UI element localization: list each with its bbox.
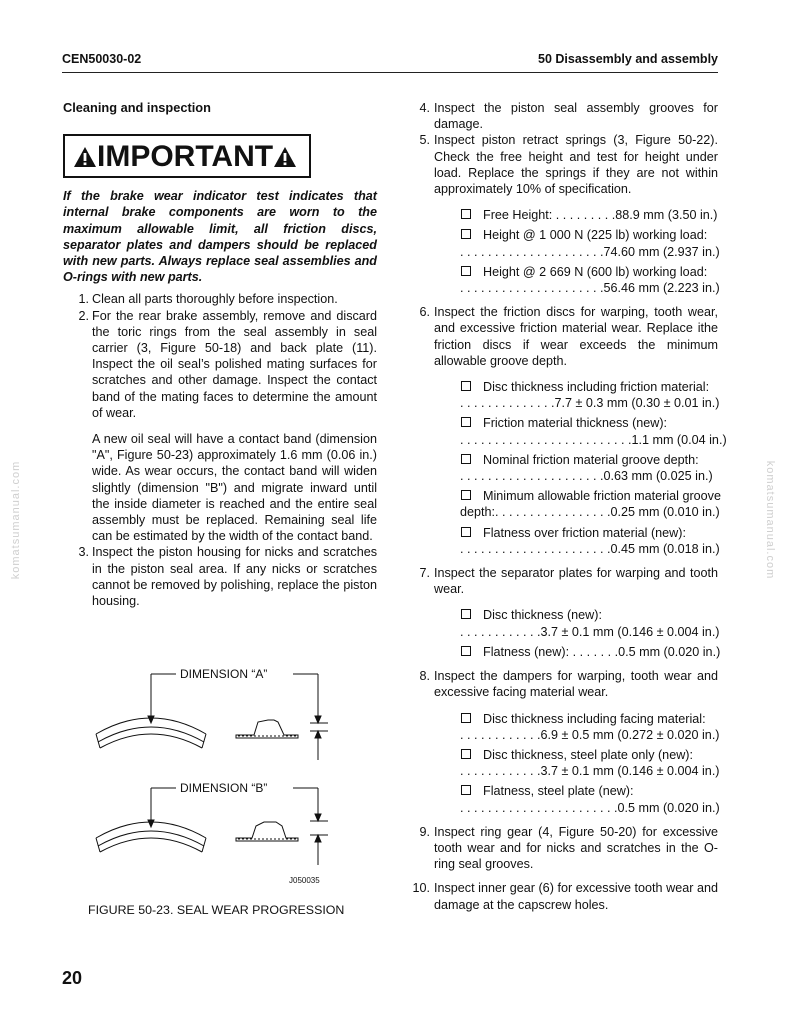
list-item xyxy=(412,824,718,873)
spec-label: Minimum allowable friction material groove xyxy=(483,489,721,504)
list-item xyxy=(63,291,377,307)
checkbox-icon xyxy=(461,785,471,795)
spec-item xyxy=(434,207,718,223)
important-label: IMPORTANT xyxy=(97,140,274,174)
figure-code: J050035 xyxy=(289,876,320,885)
checkbox-icon xyxy=(461,266,471,276)
spec-list xyxy=(434,607,721,660)
warning-text: If the brake wear indicator test indicates that internal brake components are worn to the maximum allowable limit, all friction discs, separator plates and dampers should be replaced with new parts. Always replace seal assemblies and O-rings with new parts. xyxy=(63,189,377,285)
item-text: Inspect ring gear (4, Figure 50-20) for excessive tooth wear and for nicks and scratches in the O-ring seal grooves. xyxy=(434,824,718,872)
spec-list xyxy=(434,207,718,296)
item-text: Inspect the piston housing for nicks and scratches in the piston seal area. If any nicks or scratches cannot be removed by polishing, replace the piston housing. xyxy=(92,545,377,609)
spec-label: Disc thickness (new): xyxy=(483,608,602,623)
section-heading: 50 Disassembly and assembly xyxy=(538,52,718,66)
spec-value: . . . . . . . . . . . . . . . . . . . . . . .0.5 mm (0.020 in.) xyxy=(460,800,720,815)
spec-item xyxy=(434,644,721,660)
checkbox-icon xyxy=(461,527,471,537)
spec-value: . . . . . . . . . . . .6.9 ± 0.5 mm (0.272 ± 0.020 in.) xyxy=(460,727,720,742)
list-item xyxy=(412,100,718,132)
item-text: Inspect piston retract springs (3, Figure 50-22). Check the free height and test for height under load. Replace the springs if they are not within approximately 10% of specification. xyxy=(434,133,718,197)
spec-item xyxy=(434,607,718,639)
dimension-a-label: DIMENSION “A” xyxy=(180,667,268,681)
spec-label: Flatness over friction material (new): xyxy=(483,525,686,540)
checkbox-icon xyxy=(461,417,471,427)
item-text: Clean all parts thoroughly before inspection. xyxy=(92,292,338,307)
important-banner xyxy=(63,134,311,178)
spec-label: Disc thickness including friction material: xyxy=(483,380,710,395)
spec-item xyxy=(434,525,718,557)
spec-label: Friction material thickness (new): xyxy=(483,416,668,431)
spec-item xyxy=(434,488,721,520)
figure-caption: FIGURE 50-23. SEAL WEAR PROGRESSION xyxy=(88,903,345,917)
spec-value: . . . . . . . . . . . . . . . . . . . . .0.63 mm (0.025 in.) xyxy=(460,469,713,484)
spec-value: depth:. . . . . . . . . . . . . . . . .0.25 mm (0.010 in.) xyxy=(460,505,720,520)
item-text: Inspect the friction discs for warping, tooth wear, and excessive friction material wear. Replace ithe friction discs if wear exceeds the minimum allowable groove depth. xyxy=(434,305,718,368)
item-number: 8. xyxy=(419,669,430,684)
left-column xyxy=(63,100,377,609)
checkbox-icon xyxy=(461,229,471,239)
spec-item xyxy=(434,227,718,259)
item-number: 10. xyxy=(412,881,430,896)
list-item xyxy=(412,668,718,816)
seal-paragraph: A new oil seal will have a contact band (dimension "A", Figure 50-23) approximately 1.6 mm (0.06 in.) wide. As wear occurs, the contact band will widen slightly (dimension "B") and migrate inward until the inside diameter is reached and the entire seal assembly must be replaced. Remaining seal life can be estimated by the width of the contact band. xyxy=(92,432,377,544)
spec-value: . . . . . . . . . . . .3.7 ± 0.1 mm (0.146 ± 0.004 in.) xyxy=(460,624,720,639)
list-item xyxy=(63,308,377,421)
spec-value: . . . . . . . . . . . .3.7 ± 0.1 mm (0.146 ± 0.004 in.) xyxy=(460,764,720,779)
spec-item xyxy=(434,783,718,815)
item-number: 4. xyxy=(419,101,430,115)
header-rule xyxy=(62,72,718,73)
spec-value: . . . . . . . . . . . . . . . . . . . . .74.60 mm (2.937 in.) xyxy=(460,244,720,259)
item-text: For the rear brake assembly, remove and discard the toric rings from the seal assembly in seal carrier (3, Figure 50-18) and back plate (11). Inspect the oil seal’s polished mating surfaces for scratches and other damage. Inspect the contact band of the mating faces to determine the amount of wear. xyxy=(92,308,377,420)
item-text: Inspect the dampers for warping, tooth wear and excessive facing material wear. xyxy=(434,669,718,700)
spec-item xyxy=(434,747,718,779)
warning-triangle-icon xyxy=(273,146,297,168)
item-number: 9. xyxy=(419,824,430,839)
checkbox-icon xyxy=(461,749,471,759)
list-item xyxy=(412,304,727,557)
spec-label: Height @ 1 000 N (225 lb) working load: xyxy=(483,228,708,243)
checkbox-icon xyxy=(461,454,471,464)
doc-code: CEN50030-02 xyxy=(62,52,142,66)
watermark-left: komatsumanual.com xyxy=(10,460,22,580)
checkbox-icon xyxy=(461,646,471,656)
spec-list xyxy=(434,711,718,816)
item-number: 7. xyxy=(419,566,430,581)
spec-label: Disc thickness, steel plate only (new): xyxy=(483,747,693,762)
checkbox-icon xyxy=(461,609,471,619)
checkbox-icon xyxy=(461,381,471,391)
list-item xyxy=(63,544,377,609)
item-text: Inspect inner gear (6) for excessive tooth wear and damage at the capscrew holes. xyxy=(434,881,718,912)
warning-triangle-icon xyxy=(73,146,97,168)
seal-wear-figure xyxy=(88,660,388,900)
list-item xyxy=(412,880,718,912)
item-number: 1. xyxy=(78,292,89,307)
spec-label: Height @ 2 669 N (600 lb) working load: xyxy=(483,264,708,279)
item-number: 5. xyxy=(419,133,430,148)
spec-item xyxy=(434,452,718,484)
spec-label: Flatness, steel plate (new): xyxy=(483,784,634,799)
spec-label: Free Height: . . . . . . . . .88.9 mm (3.50 in.) xyxy=(483,208,718,223)
dimension-b-label: DIMENSION “B” xyxy=(180,781,268,795)
item-text: Inspect the piston seal assembly grooves for damage. xyxy=(434,101,718,132)
checkbox-icon xyxy=(461,713,471,723)
list-item xyxy=(412,565,721,660)
spec-label: Flatness (new): . . . . . . .0.5 mm (0.020 in.) xyxy=(483,644,721,659)
watermark-right: komatsumanual.com xyxy=(764,460,776,580)
page-number: 20 xyxy=(62,968,83,988)
spec-value: . . . . . . . . . . . . . . . . . . . . . .0.45 mm (0.018 in.) xyxy=(460,541,720,556)
right-column xyxy=(412,100,727,913)
spec-value: . . . . . . . . . . . . . .7.7 ± 0.3 mm (0.30 ± 0.01 in.) xyxy=(460,396,720,411)
spec-list xyxy=(434,379,727,557)
spec-item xyxy=(434,264,718,296)
item-number: 2. xyxy=(78,308,89,323)
spec-value: . . . . . . . . . . . . . . . . . . . . . . . . .1.1 mm (0.04 in.) xyxy=(460,432,727,447)
spec-label: Nominal friction material groove depth: xyxy=(483,452,699,467)
item-number: 3. xyxy=(78,545,89,560)
spec-item xyxy=(434,415,727,447)
spec-value: . . . . . . . . . . . . . . . . . . . . .56.46 mm (2.223 in.) xyxy=(460,281,720,296)
checkbox-icon xyxy=(461,490,471,500)
checkbox-icon xyxy=(461,209,471,219)
item-text: Inspect the separator plates for warping and tooth wear. xyxy=(434,566,718,597)
item-number: 6. xyxy=(419,305,430,320)
spec-label: Disc thickness including facing material: xyxy=(483,711,706,726)
list-item xyxy=(412,132,718,296)
section-title: Cleaning and inspection xyxy=(63,100,211,115)
spec-item xyxy=(434,711,718,743)
spec-item xyxy=(434,379,718,411)
